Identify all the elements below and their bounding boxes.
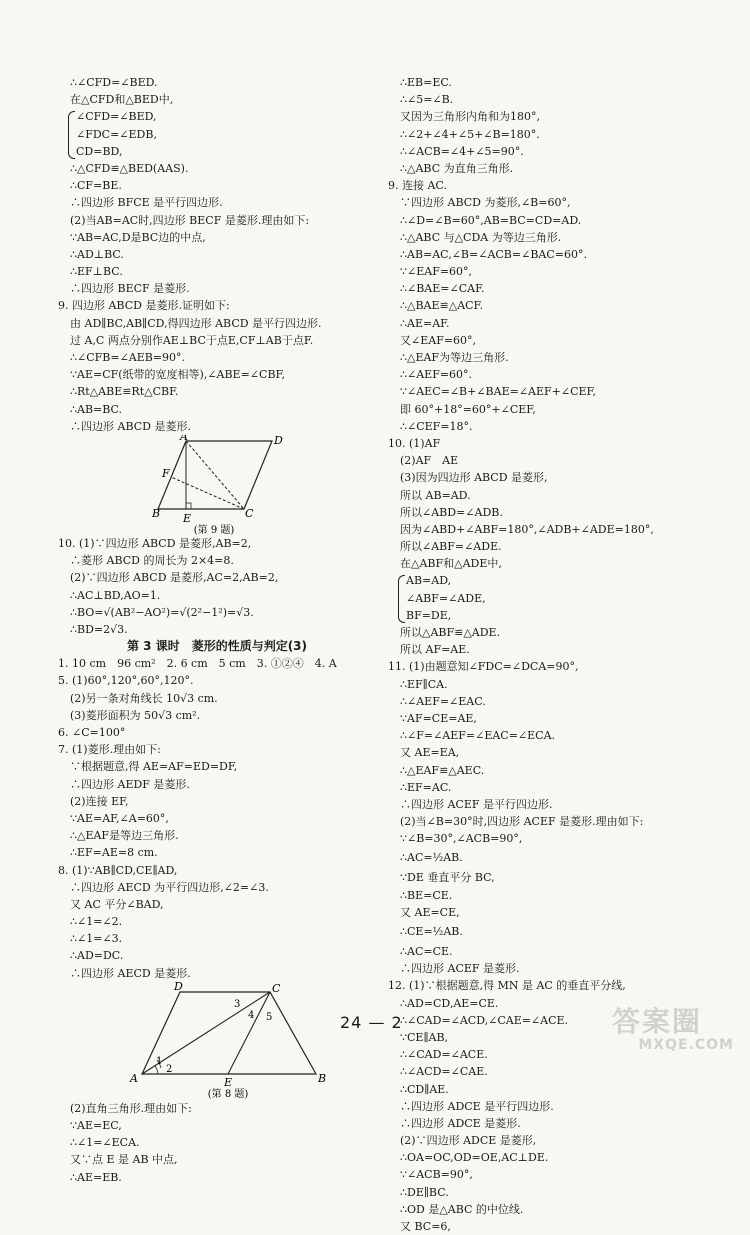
text-line: ∴四边形 ABCD 是菱形. [70,419,191,433]
text-line: ∴EF=AC. [400,780,452,794]
text-line: ∴△EAF≌△AEC. [400,763,485,777]
text-line: 11. (1)由题意知∠FDC=∠DCA=90°, [388,660,579,674]
text-line: ∴∠AEF=∠EAC. [400,694,486,708]
text-line: ∴∠2+∠4+∠5+∠B=180°. [400,127,540,141]
left-block-2 [58,160,376,435]
text-line: ∴∠BAE=∠CAF. [400,282,485,296]
text-line: 又∵点 E 是 AB 中点, [70,1153,178,1167]
text-line: ∴AD=CD,AE=CE. [400,996,499,1010]
fig8-label-E: E [224,1075,233,1089]
text-line: 1. 10 cm 96 cm² 2. 6 cm 5 cm 3. ①②④ 4. A [58,657,337,671]
site-watermark [612,1007,742,1057]
left-column [58,74,376,1186]
text-line: ∴EB=EC. [400,76,452,89]
text-line: ∵AB=AC,D是BC边的中点, [70,230,206,244]
text-line: ∴BE=CE. [400,888,453,902]
brace-mark [398,575,405,623]
text-line: ∵∠ACB=90°, [400,1168,473,1182]
fig8-label-C: C [272,981,281,995]
text-line: (2)连接 EF, [70,794,129,808]
text-line: ∴△EAF为等边三角形. [400,351,509,364]
text-line: ∵四边形 ABCD 为菱形,∠B=60°, [400,196,571,210]
text-line: ∴∠CAD=∠ACE. [400,1048,488,1062]
text-line: ∠FDC=∠EDB, [76,127,157,141]
text-line: 12. (1)∵根据题意,得 MN 是 AC 的垂直平分线, [388,979,626,993]
text-line: (2)∵四边形 ABCD 是菱形,AC=2,AB=2, [70,571,279,585]
text-line: ∵∠EAF=60°, [400,265,473,279]
fig8-label-B: B [318,1071,327,1085]
text-line: 在△ABF和△ADE中, [400,557,502,571]
text-line: ∴四边形 AEDF 是菱形. [70,777,190,791]
fig8-angle-2: 2 [166,1063,173,1075]
text-line: ∵根据题意,得 AE=AF=ED=DF, [70,760,238,774]
text-line: ∴AB=BC. [70,402,123,416]
text-line: ∴AE=EB. [70,1170,122,1184]
text-line: ∴菱形 ABCD 的周长为 2×4=8. [70,554,234,568]
text-line: ∴四边形 ADCE 是菱形. [400,1116,521,1130]
text-line: ∴∠ACB=∠4+∠5=90°. [400,144,524,158]
text-line: ∴∠CFB=∠AEB=90°. [70,351,186,364]
text-line: ∴∠5=∠B. [400,93,454,107]
text-line: 8. (1)∵AB∥CD,CE∥AD, [58,863,178,877]
text-line: 9. 连接 AC. [388,179,447,193]
text-line: ∴∠CAD=∠ACD,∠CAE=∠ACE. [400,1013,569,1027]
text-line: ∴四边形 AECD 是菱形. [70,966,191,980]
text-line: ∴△CFD≌△BED(AAS). [70,161,189,175]
fig8-angle-4: 4 [248,1009,255,1021]
text-line: ∵DE 垂直平分 BC, [400,871,495,885]
text-line: ∵AE=AF,∠A=60°, [70,811,169,825]
text-line: 所以 AB=AD. [400,488,471,502]
brace-group [388,572,708,624]
text-line: ∴BO=√(AB²−AO²)=√(2²−1²)=√3. [70,605,254,619]
fig9-label-B: B [152,506,161,520]
text-line: ∴CD∥AE. [400,1082,449,1096]
fig8-angle-1: 1 [156,1055,163,1067]
brace-mark [68,111,75,159]
left-block-4 [58,655,376,982]
text-line: ∴∠1=∠ECA. [70,1136,140,1150]
fig9-label-D: D [274,434,283,447]
text-line: ∴∠F=∠AEF=∠EAC=∠ECA. [400,729,556,743]
figure-8 [58,982,376,1100]
text-line: 所以∠ABF=∠ADE. [400,540,502,554]
text-line: ∴四边形 BFCE 是平行四边形. [70,196,223,210]
text-line: ∴CF=BE. [70,179,122,193]
left-block-3 [58,535,376,638]
right-block-2 [388,624,708,1235]
text-line: ∴OD 是△ABC 的中位线. [400,1202,524,1216]
text-line: 又因为三角形内角和为180°, [400,110,540,124]
text-line: 7. (1)菱形.理由如下: [58,743,161,757]
fig8-label-A: A [130,1071,138,1085]
text-line: ∵∠B=30°,∠ACB=90°, [400,832,523,846]
text-line: ∴∠CEF=18°. [400,419,473,433]
brace-group [58,108,376,160]
text-line: ∴Rt△ABE≌Rt△CBF. [70,385,179,399]
left-block-5 [58,1100,376,1186]
text-line: ∵∠AEC=∠B+∠BAE=∠AEF+∠CEF, [400,385,596,399]
text-line: (3)因为四边形 ABCD 是菱形, [400,471,548,485]
text-line: 又 AE=EA, [400,746,460,760]
text-line: BF=DE, [406,608,452,622]
text-line: (3)菱形面积为 50√3 cm². [70,708,201,722]
text-line: 10. (1)∵四边形 ABCD 是菱形,AB=2, [58,536,252,550]
text-line: 所以△ABF≌△ADE. [400,626,501,639]
text-line: 所以∠ABD=∠ADB. [400,505,503,519]
watermark-bottom: MXQE.COM [638,1037,734,1053]
text-line: ∴∠1=∠3. [70,932,123,946]
fig9-label-A: A [180,434,188,443]
fig9-label-E: E [183,511,192,525]
text-line: ∴∠CFD=∠BED. [70,76,158,89]
left-block-1 [58,74,376,108]
figure-9-diagram [58,435,376,535]
text-line: 又 BC=6, [400,1220,451,1233]
fig8-caption: (第 8 题) [207,1088,249,1100]
text-line: 10. (1)AF [388,436,441,450]
text-line: ∴∠D=∠B=60°,AB=BC=CD=AD. [400,213,582,227]
text-line: ∴EF=AE=8 cm. [70,846,158,860]
text-line: 在△CFD和△BED中, [70,93,174,107]
fig9-label-C: C [245,506,254,520]
text-line: ∴△ABC 与△CDA 为等边三角形. [400,230,562,244]
text-line: ∴AC=CE. [400,945,453,958]
text-line: ∴AC⊥BD,AO=1. [70,588,161,602]
text-line: ∴∠1=∠2. [70,915,123,929]
text-line: ∴CE=½AB. [400,925,463,938]
text-line: ∴四边形 ACEF 是菱形. [400,962,520,976]
text-line: ∴四边形 AECD 为平行四边形,∠2=∠3. [70,880,269,894]
text-line: 过 A,C 两点分别作AE⊥BC于点E,CF⊥AB于点F. [70,333,314,347]
text-line: ∴AD⊥BC. [70,247,124,261]
fig9-caption: (第 9 题) [193,524,235,535]
text-line: 又∠EAF=60°, [400,333,477,347]
text-line: ∠CFD=∠BED, [76,110,157,124]
text-line: ∴DE∥BC. [400,1185,449,1199]
text-line: ∴BD=2√3. [70,622,128,636]
text-line: (2)直角三角形.理由如下: [70,1101,192,1115]
right-column [388,74,708,1235]
text-line: 由 AD∥BC,AB∥CD,得四边形 ABCD 是平行四边形. [70,316,322,330]
watermark-top: 答案圈 [612,1005,703,1038]
text-line: ∠ABF=∠ADE, [406,591,486,605]
text-line: ∴∠AEF=60°. [400,368,473,382]
text-line: ∴△BAE≌△ACF. [400,299,483,313]
text-line: ∴四边形 ACEF 是平行四边形. [400,797,553,811]
text-line: (2)当∠B=30°时,四边形 ACEF 是菱形.理由如下: [400,815,644,829]
text-line: ∴AE=AF. [400,316,450,330]
right-block-1 [388,74,708,572]
text-line: ∴EF⊥BC. [70,265,123,279]
text-line: ∴AC=½AB. [400,851,463,865]
text-line: ∴AD=DC. [70,949,124,963]
text-line: 又 AC 平分∠BAD, [70,897,164,911]
text-line: 因为∠ABD+∠ABF=180°,∠ADB+∠ADE=180°, [400,522,654,536]
fig8-label-D: D [174,981,183,993]
text-line: 5. (1)60°,120°,60°,120°. [58,674,194,688]
text-line: (2)当AB=AC时,四边形 BECF 是菱形.理由如下: [70,213,310,227]
text-line: ∴△ABC 为直角三角形. [400,161,514,175]
text-line: ∴∠ACD=∠CAE. [400,1065,488,1079]
text-line: 即 60°+18°=60°+∠CEF, [400,402,536,416]
text-line: ∵AE=CF(纸带的宽度相等),∠ABE=∠CBF, [70,368,285,382]
lesson-heading: 第 3 课时 菱形的性质与判定(3) [126,639,308,654]
text-line: AB=AD, [406,574,452,588]
text-line: (2)∵四边形 ADCE 是菱形, [400,1134,537,1148]
text-line: (2)另一条对角线长 10√3 cm. [70,691,218,705]
text-line: ∴OA=OC,OD=OE,AC⊥DE. [400,1151,549,1165]
fig8-angle-3: 3 [234,998,241,1010]
text-line: 9. 四边形 ABCD 是菱形.证明如下: [58,299,230,313]
text-line: ∵AE=EC, [70,1119,122,1132]
fig9-label-F: F [162,466,170,480]
page-number: 24 — 2 [340,1013,403,1032]
text-line: ∴AB=AC,∠B=∠ACB=∠BAC=60°. [400,247,587,261]
figure-8-diagram [58,982,376,1100]
text-line: ∴四边形 ADCE 是平行四边形. [400,1099,554,1113]
fig8-angle-5: 5 [266,1011,273,1023]
text-line: ∵CE∥AB, [400,1030,449,1044]
text-line: ∴△EAF是等边三角形. [70,829,179,843]
text-line: 6. ∠C=100° [58,726,126,739]
text-line: ∵AF=CE=AE, [400,711,477,725]
text-line: 又 AE=CE, [400,905,460,919]
figure-9 [58,435,376,535]
text-line: ∴四边形 BECF 是菱形. [70,282,190,296]
text-line: 所以 AF=AE. [400,643,470,657]
text-line: CD=BD, [76,144,123,158]
text-line: (2)AF AE [400,454,459,468]
text-line: ∴EF∥CA. [400,677,448,691]
